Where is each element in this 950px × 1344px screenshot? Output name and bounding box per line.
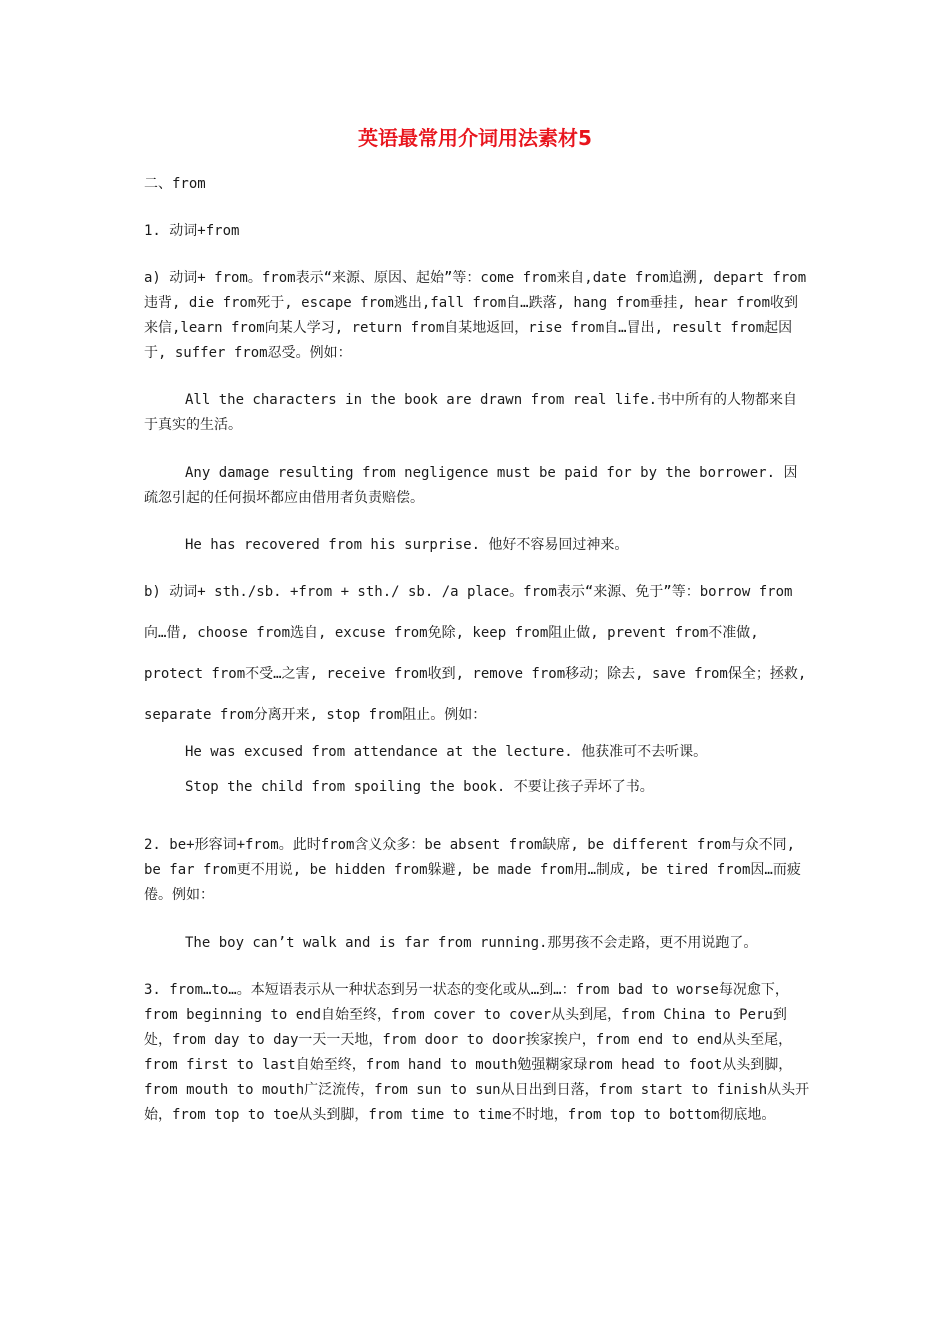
document-title: 英语最常用介词用法素材5 <box>358 126 592 150</box>
paragraph-a: a) 动词+ from。from表示“来源、原因、起始”等：come from来自,date from追溯, depart from违背, die from死于, escape from逃出,fall from自…跌落, hang from垂挂, hear from收到来信,learn from向某人学习, return from自某地返回，rise from自…冒出, result from起因于, suffer from忍受。例如： <box>144 270 807 361</box>
example-a3: He has recovered from his surprise. 他好不容易回过神来。 <box>185 537 629 553</box>
example-2: The boy can’t walk and is far from running.那男孩不会走路，更不用说跑了。 <box>185 935 758 951</box>
paragraph-3: 3. from…to…。本短语表示从一种状态到另一状态的变化或从…到…：from bad to worse每况愈下，from beginning to end自始至终，from cover to cover从头到尾，from China to Peru到处，from day to day一天一天地，from door to door挨家挨户，from end to end从头至尾，from first to last自始至终，from hand to mouth勉强糊家琭rom head to foot从头到脚，from mouth to mouth广泛流传，from sun to sun从日出到日落，from start to finish从头开始，from top to toe从头到脚，from time to time不时地，from top to bottom彻底地。 <box>144 982 810 1123</box>
subheading-1: 1. 动词+from <box>144 223 240 239</box>
example-b1: He was excused from attendance at the lecture. 他获准可不去听课。 <box>185 744 708 760</box>
paragraph-2: 2. be+形容词+from。此时from含义众多：be absent from缺席, be different from与众不同, be far from更不用说, be hidden from躲避, be made from用…制成, be tired from因…而疲倦。例如： <box>144 837 804 903</box>
example-b2: Stop the child from spoiling the book. 不要让孩子弄坏了书。 <box>185 779 654 795</box>
paragraph-b: b) 动词+ sth./sb. +from + sth./ sb. /a place。from表示“来源、免于”等：borrow from向…借, choose from选自, excuse from免除, keep from阻止做, prevent from不准做, protect from不受…之害, receive from收到, remove from移动；除去, save from保全；拯救, separate from分离开来, stop from阻止。例如： <box>144 584 815 723</box>
example-a2: Any damage resulting from negligence must be paid for by the borrower. 因疏忽引起的任何损坏都应由借用者负责赔偿。 <box>144 465 798 506</box>
example-a1: All the characters in the book are drawn from real life.书中所有的人物都来自于真实的生活。 <box>144 392 798 433</box>
section-heading: 二、from <box>144 176 206 192</box>
